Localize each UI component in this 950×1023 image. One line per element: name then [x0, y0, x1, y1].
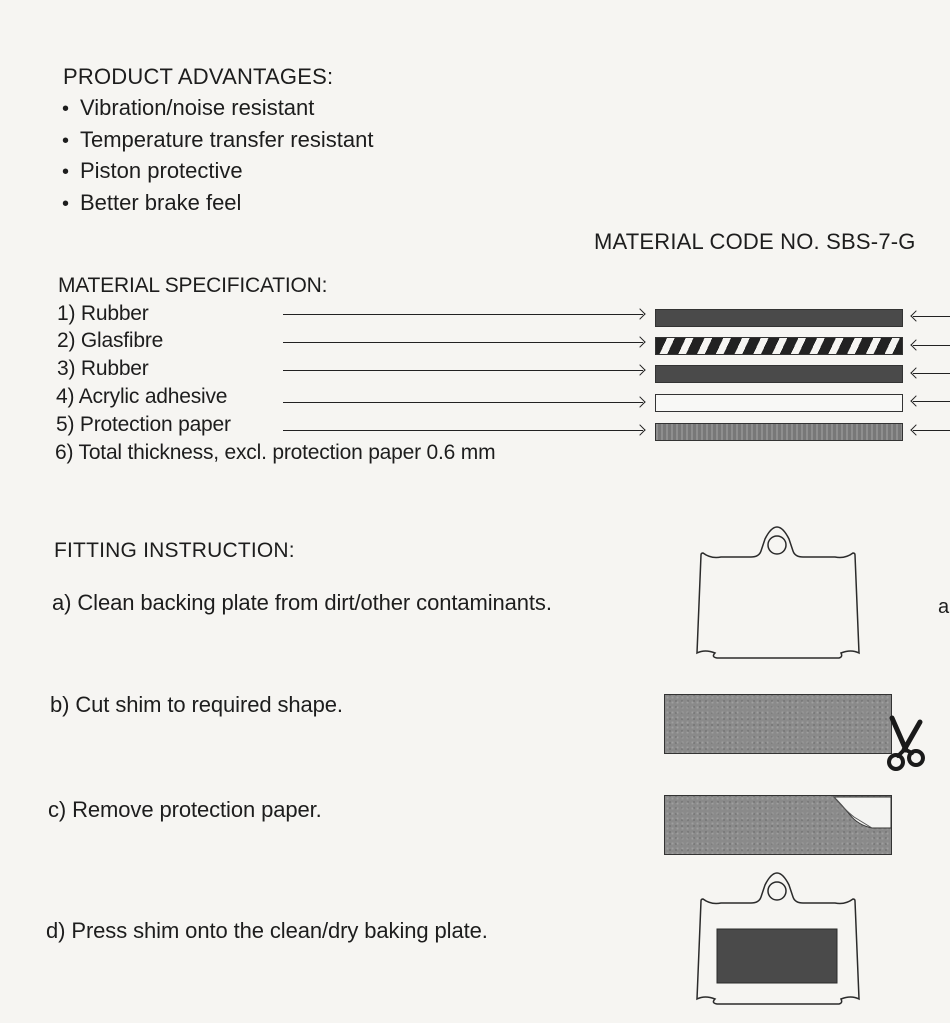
- fitting-step-d: d) Press shim onto the clean/dry baking plate.: [46, 918, 488, 943]
- leader-arrow: [283, 370, 643, 371]
- advantage-item: • Better brake feel: [62, 188, 373, 220]
- material-code: MATERIAL CODE NO. SBS-7-G: [594, 229, 916, 254]
- spec-layer-label: 3) Rubber: [57, 357, 149, 380]
- spec-layer-label: 2) Glasfibre: [57, 329, 164, 352]
- fitting-step-a: a) Clean backing plate from dirt/other contaminants.: [52, 590, 552, 615]
- fitting-step-b: b) Cut shim to required shape.: [50, 692, 343, 717]
- back-arrow: [913, 430, 950, 431]
- fitting-title: FITTING INSTRUCTION:: [54, 539, 295, 562]
- spec-layer-label: 1) Rubber: [57, 302, 149, 325]
- leader-arrow: [283, 402, 643, 403]
- spec-total-thickness: 6) Total thickness, excl. protection paper 0.6 mm: [55, 441, 496, 464]
- advantages-title: PRODUCT ADVANTAGES:: [63, 64, 334, 89]
- back-arrow: [913, 316, 950, 317]
- advantage-item: • Vibration/noise resistant: [62, 93, 373, 125]
- layer-swatch-protection-paper: [655, 423, 903, 441]
- shim-strip: [664, 694, 892, 754]
- leader-arrow: [283, 430, 643, 431]
- edge-text-fragment: a: [938, 596, 950, 618]
- scissors-icon: [884, 716, 928, 774]
- leader-arrow: [283, 314, 643, 315]
- peeling-corner-icon: [828, 795, 892, 829]
- layer-swatch-rubber: [655, 365, 903, 383]
- spec-layer-label: 4) Acrylic adhesive: [56, 385, 228, 408]
- spec-layer-label: 5) Protection paper: [56, 413, 231, 436]
- advantages-list: [62, 93, 373, 219]
- leader-arrow: [283, 342, 643, 343]
- advantage-item: • Piston protective: [62, 156, 373, 188]
- brake-pad-backing-plate-icon: [693, 525, 863, 661]
- advantage-item: • Temperature transfer resistant: [62, 125, 373, 157]
- back-arrow: [913, 401, 950, 402]
- specification-title: MATERIAL SPECIFICATION:: [58, 274, 328, 297]
- layer-swatch-rubber: [655, 309, 903, 327]
- back-arrow: [913, 373, 950, 374]
- brake-pad-with-shim-icon: [693, 871, 863, 1007]
- back-arrow: [913, 345, 950, 346]
- fitting-step-c: c) Remove protection paper.: [48, 797, 322, 822]
- layer-swatch-acrylic-adhesive: [655, 394, 903, 412]
- layer-swatch-glasfibre: [655, 337, 903, 355]
